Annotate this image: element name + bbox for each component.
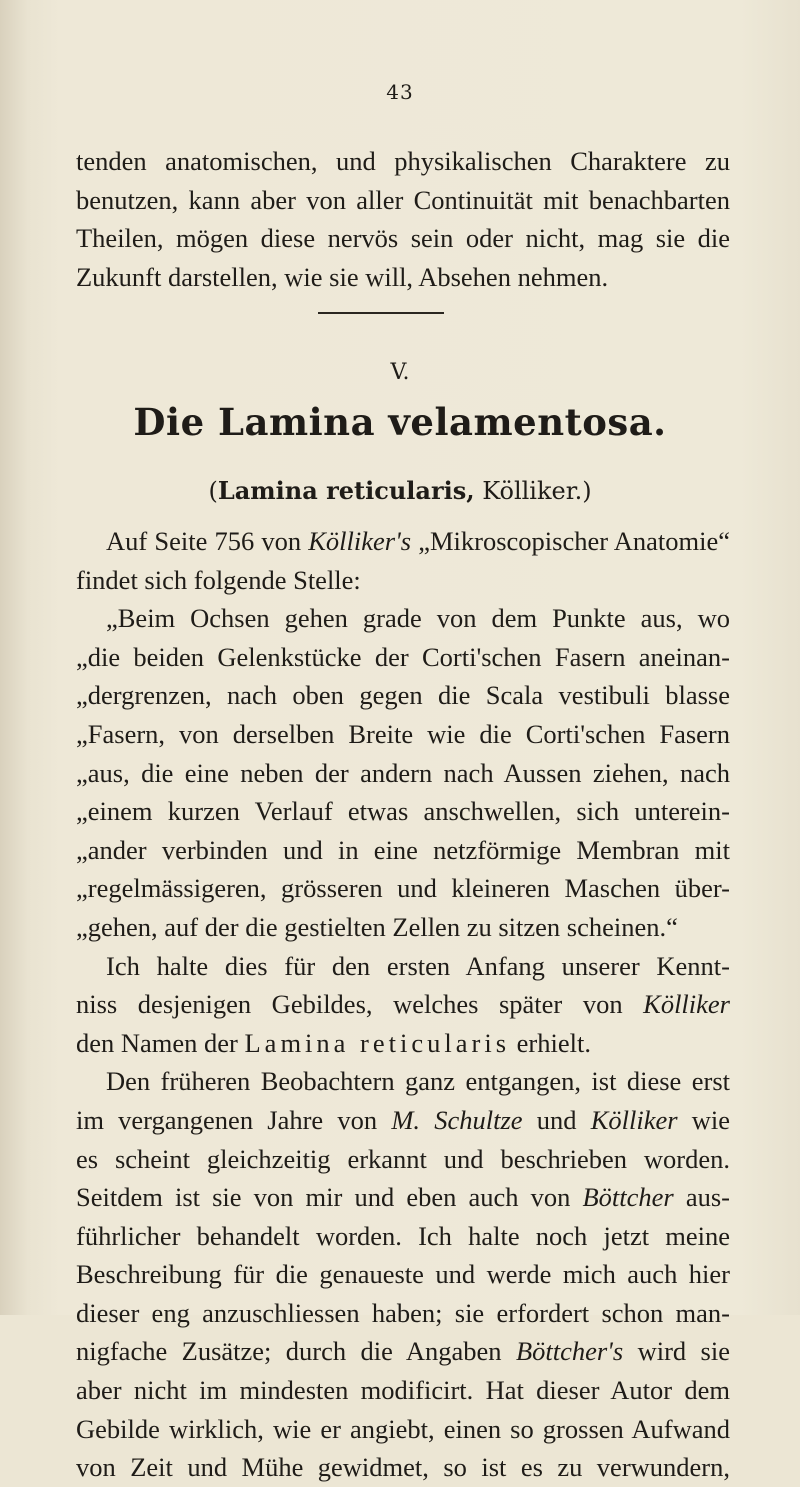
author-name: Kölliker <box>590 1104 678 1135</box>
quote-line: „einem kurzen Verlauf etwas anschwellen, sich unterein- <box>76 796 730 827</box>
intro-paragraph <box>76 142 730 296</box>
author-name: Kölliker <box>643 989 730 1020</box>
text-line: Zukunft darstellen, wie sie will, Absehen nehmen. <box>76 261 609 292</box>
spaced-term: Lamina reticularis <box>244 1027 511 1058</box>
subtitle-author: Kölliker.) <box>474 477 592 505</box>
quote-line: „ander verbinden und in eine netzförmige Membran mit <box>76 834 730 865</box>
section-subtitle <box>0 476 800 505</box>
section-number: V. <box>390 360 410 385</box>
quote-line: „die beiden Gelenkstücke der Corti'schen Fasern aneinan- <box>76 641 730 672</box>
text-line: findet sich folgende Stelle: <box>76 564 361 595</box>
text-line: es scheint gleichzeitig erkannt und beschrieben worden. <box>76 1143 730 1174</box>
text-line <box>76 1178 730 1217</box>
text-line: aber nicht im mindesten modificirt. Hat dieser Autor dem <box>76 1375 730 1406</box>
text-span: niss desjenigen Gebildes, welches später von <box>76 989 644 1020</box>
text-span: und <box>522 1104 591 1135</box>
text-span: aus- <box>673 1182 730 1213</box>
quote-line: „regelmässigeren, grösseren und kleineren Maschen über- <box>76 873 730 904</box>
text-line <box>76 522 730 561</box>
quote-line: „Fasern, von derselben Breite wie die Corti'schen Fasern <box>76 718 730 749</box>
text-span: Auf Seite 756 von <box>106 526 309 556</box>
author-name: Kölliker's <box>308 526 412 556</box>
text-line: Theilen, mögen diese nervös sein oder nicht, mag sie die <box>76 223 730 254</box>
text-line: Ich halte dies für den ersten Anfang unserer Kennt- <box>106 950 730 981</box>
text-span: nigfache Zusätze; durch die Angaben <box>76 1336 516 1367</box>
quote-line: „gehen, auf der die gestielten Zellen zu sitzen scheinen.“ <box>76 911 678 942</box>
text-line <box>76 985 730 1024</box>
text-line: benutzen, kann aber von aller Continuität mit benachbarten <box>76 184 730 215</box>
text-span: wird sie <box>623 1336 730 1367</box>
text-line: Beschreibung für die genaueste und werde mich auch hier <box>76 1259 730 1290</box>
text-span: Seitdem ist sie von mir und eben auch von <box>76 1182 583 1213</box>
text-line <box>76 1024 730 1063</box>
text-span: wie <box>677 1104 731 1135</box>
author-name: Böttcher <box>582 1182 674 1213</box>
text-line: tenden anatomischen, und physikalischen Charaktere zu <box>76 146 730 176</box>
quote-line: „aus, die eine neben der andern nach Aussen ziehen, nach <box>76 757 730 788</box>
text-span: erhielt. <box>510 1027 591 1058</box>
text-span: im vergangenen Jahre von <box>76 1104 392 1135</box>
subtitle-term: Lamina reticularis, <box>217 476 475 505</box>
text-line: Den früheren Beobachtern ganz entgangen, ist diese erst <box>106 1066 730 1097</box>
text-line <box>76 1332 730 1371</box>
text-line: führlicher behandelt worden. Ich halte noch jetzt meine <box>76 1220 730 1251</box>
quote-line: „dergrenzen, nach oben gegen die Scala vestibuli blasse <box>76 680 730 711</box>
text-line: dieser eng anzuschliessen haben; sie erfordert schon man- <box>76 1297 730 1328</box>
text-span: den Namen der <box>76 1027 245 1058</box>
subtitle-paren: ( <box>208 477 218 505</box>
text-line: Gebilde wirklich, wie er angiebt, einen so grossen Aufwand <box>76 1413 730 1444</box>
author-name: Böttcher's <box>515 1336 624 1367</box>
author-name: M. Schultze <box>391 1104 523 1135</box>
text-line: von Zeit und Mühe gewidmet, so ist es zu verwundern, <box>76 1452 730 1483</box>
section-divider <box>318 312 444 314</box>
page-number: 43 <box>386 80 414 104</box>
body-text <box>76 522 730 1487</box>
quote-line: „Beim Ochsen gehen grade von dem Punkte aus, wo <box>106 603 730 634</box>
text-span: „Mikroscopischer Anatomie“ <box>411 526 730 556</box>
section-title: Die Lamina velamentosa. <box>133 400 667 444</box>
text-line <box>76 1101 730 1140</box>
